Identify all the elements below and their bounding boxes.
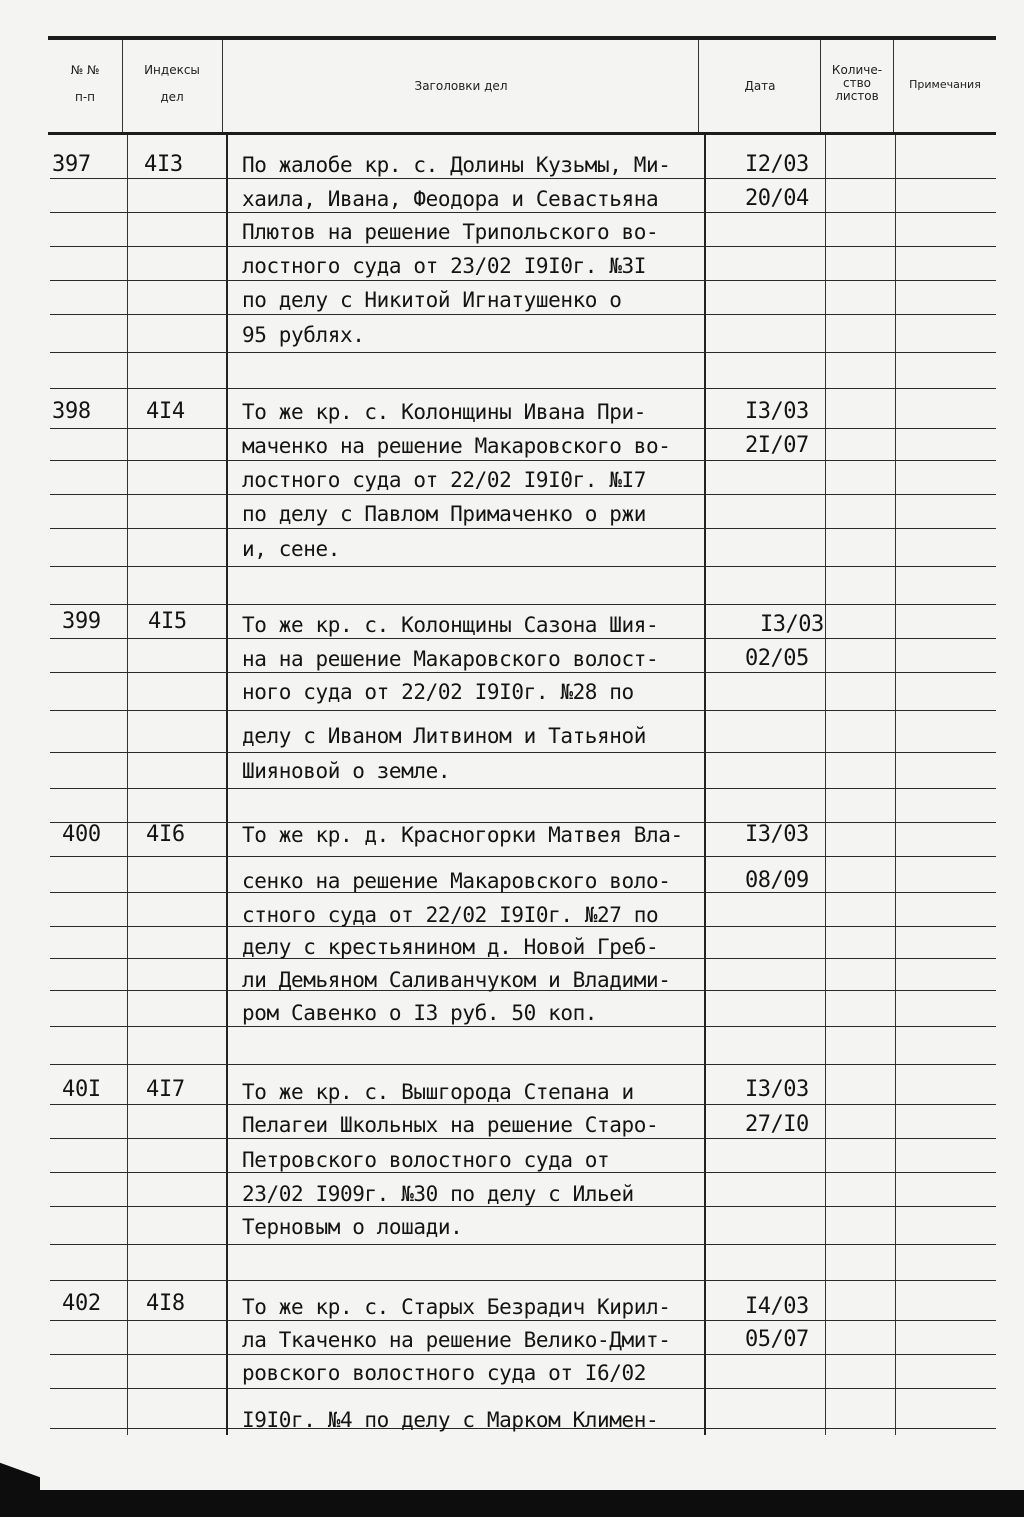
- record-date-start: I2/03: [745, 152, 809, 177]
- header-count-line3: листов: [835, 89, 879, 103]
- record-date-start: I4/03: [745, 1294, 809, 1319]
- ruled-line: [50, 1280, 996, 1281]
- record-number: 399: [62, 609, 101, 634]
- record-title-line: I9I0г. №4 по делу с Марком Климен-: [242, 1408, 659, 1432]
- record-date-start: I3/03: [760, 612, 824, 637]
- record-date-end: 02/05: [745, 646, 809, 671]
- record-title-line: То же кр. д. Красногорки Матвея Вла-: [242, 823, 683, 847]
- header-divider: [222, 40, 223, 132]
- record-title-line: по делу с Никитой Игнатушенко о: [242, 288, 622, 312]
- record-date-end: 20/04: [745, 186, 809, 211]
- record-index: 4I6: [146, 822, 185, 847]
- record-title-line: лостного суда от 22/02 I9I0г. №I7: [242, 468, 647, 492]
- ruled-line: [50, 352, 996, 353]
- record-date-start: I3/03: [745, 822, 809, 847]
- record-title-line: ровского волостного суда от I6/02: [242, 1361, 647, 1385]
- header-date-label: Дата: [744, 79, 776, 93]
- header-notes-label: Примечания: [909, 78, 981, 91]
- record-title-line: и, сене.: [242, 537, 340, 561]
- record-title-line: Терновым о лошади.: [242, 1215, 463, 1239]
- record-index: 4I8: [146, 1291, 185, 1316]
- record-title-line: лостного суда от 23/02 I9I0г. №3I: [242, 254, 647, 278]
- record-title-line: ного суда от 22/02 I9I0г. №28 по: [242, 680, 634, 704]
- body-divider: [226, 135, 228, 1435]
- record-title-line: делу с крестьянином д. Новой Греб-: [242, 935, 659, 959]
- ruled-line: [50, 388, 996, 389]
- record-title-line: ром Савенко о I3 руб. 50 коп.: [242, 1001, 598, 1025]
- ruled-line: [50, 856, 996, 857]
- record-title-line: Шияновой о земле.: [242, 759, 451, 783]
- record-title-line: маченко на решение Макаровского во-: [242, 434, 671, 458]
- header-count-line1: Количе-: [831, 63, 883, 77]
- header-number-label: № №: [70, 63, 100, 77]
- record-title-line: делу с Иваном Литвином и Татьяной: [242, 724, 647, 748]
- header-count-line2: ство: [842, 76, 871, 90]
- header-divider: [893, 40, 894, 132]
- record-title-line: По жалобе кр. с. Долины Кузьмы, Ми-: [242, 153, 671, 177]
- record-index: 4I7: [146, 1077, 185, 1102]
- header-number-sub: п-п: [74, 90, 96, 104]
- record-title-line: стного суда от 22/02 I9I0г. №27 по: [242, 903, 659, 927]
- header-notes: [895, 78, 995, 91]
- record-date-start: I3/03: [745, 1077, 809, 1102]
- ruled-line: [50, 788, 996, 789]
- record-title-line: Плютов на решение Трипольского во-: [242, 220, 659, 244]
- record-title-line: То же кр. с. Старых Безрадич Кирил-: [242, 1295, 671, 1319]
- header-number: [52, 64, 118, 104]
- record-number: 40I: [62, 1077, 101, 1102]
- record-title-line: Петровского волостного суда от: [242, 1148, 610, 1172]
- header-sheet-count: [822, 64, 892, 103]
- ruled-line: [50, 1064, 996, 1065]
- record-title-line: ла Ткаченко на решение Велико-Дмит-: [242, 1328, 671, 1352]
- header-index-sub: дел: [160, 90, 184, 104]
- ruled-line: [50, 604, 996, 605]
- record-number: 397: [52, 152, 91, 177]
- record-index: 4I3: [144, 152, 183, 177]
- header-index-label: Индексы: [144, 63, 200, 77]
- record-date-start: I3/03: [745, 399, 809, 424]
- record-index: 4I4: [146, 399, 185, 424]
- record-title-line: Пелагеи Школьных на решение Старо-: [242, 1113, 659, 1137]
- header-date: [702, 80, 818, 93]
- body-divider: [127, 135, 128, 1435]
- record-title-line: хаила, Ивана, Феодора и Севастьяна: [242, 187, 659, 211]
- top-rule: [48, 36, 996, 40]
- record-number: 400: [62, 822, 101, 847]
- header-divider: [698, 40, 699, 132]
- record-number: 402: [62, 1291, 101, 1316]
- record-title-line: То же кр. с. Колонщины Ивана При-: [242, 400, 647, 424]
- record-title-line: ли Демьяном Саливанчуком и Владими-: [242, 968, 671, 992]
- header-divider: [820, 40, 821, 132]
- record-title-line: 95 рублях.: [242, 323, 365, 347]
- header-title-label: Заголовки дел: [414, 79, 508, 93]
- record-title-line: сенко на решение Макаровского воло-: [242, 869, 671, 893]
- record-date-end: 27/I0: [745, 1112, 809, 1137]
- body-divider: [825, 135, 826, 1435]
- record-title-line: 23/02 I909г. №30 по делу с Ильей: [242, 1182, 634, 1206]
- header-index: [126, 64, 218, 104]
- record-title-line: То же кр. с. Колонщины Сазона Шия-: [242, 613, 659, 637]
- record-title-line: на на решение Макаровского волост-: [242, 647, 659, 671]
- record-index: 4I5: [148, 609, 187, 634]
- header-bottom-rule: [48, 132, 996, 135]
- record-date-end: 2I/07: [745, 433, 809, 458]
- scan-shadow: [0, 1490, 1024, 1517]
- body-divider: [895, 135, 896, 1435]
- ruled-line: [50, 566, 996, 567]
- record-date-end: 08/09: [745, 868, 809, 893]
- header-title: [226, 80, 696, 93]
- ruled-line: [50, 1244, 996, 1245]
- header-divider: [122, 40, 123, 132]
- ruled-line: [50, 710, 996, 711]
- record-number: 398: [52, 399, 91, 424]
- record-date-end: 05/07: [745, 1327, 809, 1352]
- record-title-line: То же кр. с. Вышгорода Степана и: [242, 1080, 634, 1104]
- record-title-line: по делу с Павлом Примаченко о ржи: [242, 502, 647, 526]
